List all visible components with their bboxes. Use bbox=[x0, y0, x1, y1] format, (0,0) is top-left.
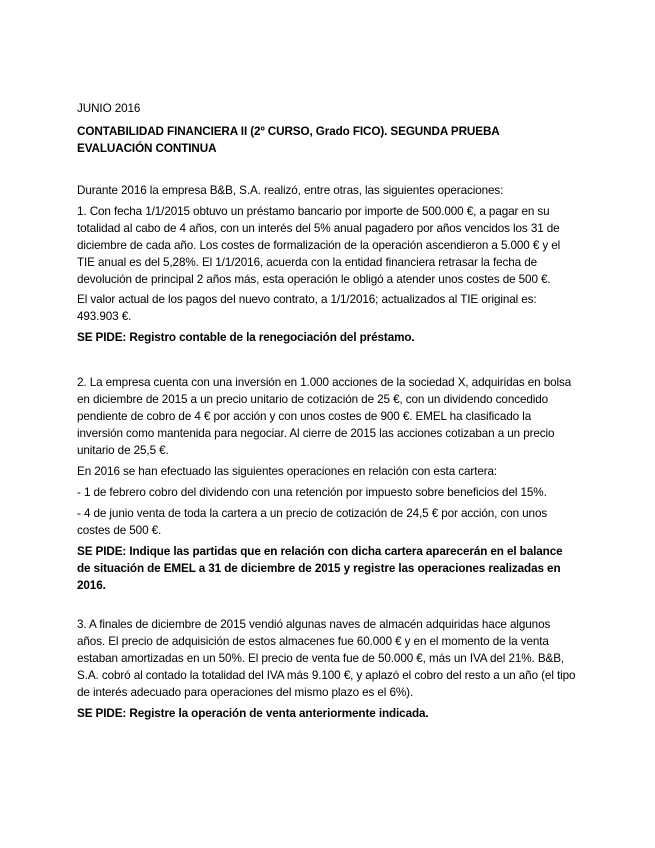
section1-request: SE PIDE: Registro contable de la renegociación del préstamo. bbox=[77, 331, 415, 344]
section3-statement: 3. A finales de diciembre de 2015 vendió algunas naves de almacén adquiridas hace algunos años. El precio de adquisición de estos almacenes fue 60.000 € y en el momento de la venta estaban amortizadas en un 50%. El precio de venta fue de 50.000 €, más un IVA del 21%. B&B, S.A. cobró al contado la totalidad del IVA más 9.100 €, y aplazó el cobro del resto a un año (el tipo de interés adecuado para operaciones del mismo plazo es el 6%). bbox=[77, 618, 576, 699]
document-body bbox=[77, 100, 577, 722]
section2-operations-intro: En 2016 se han efectuado las siguientes operaciones en relación con esta cartera: bbox=[77, 465, 498, 478]
section3-request: SE PIDE: Registre la operación de venta anteriormente indicada. bbox=[77, 707, 429, 720]
section2-statement: 2. La empresa cuenta con una inversión en 1.000 acciones de la sociedad X, adquiridas en bolsa en diciembre de 2015 a un precio unitario de cotización de 25 €, con un dividendo concedido pendiente de cobro de 4 € por acción y con unos costes de 900 €. EMEL ha clasificado la inversión como mantenida para negociar. Al cierre de 2015 las acciones cotizaban a un precio unitario de 25,5 €. bbox=[77, 376, 572, 457]
section1-statement: 1. Con fecha 1/1/2015 obtuvo un préstamo bancario por importe de 500.000 €, a pagar en su totalidad al cabo de 4 años, con un interés del 5% anual pagadero por años vencidos los 31 de diciembre de cada año. Los costes de formalización de la operación ascendieron a 5.000 € y el TIE anual es del 5,28%. El 1/1/2016, acuerda con la entidad financiera retrasar la fecha de devolución de principal 2 años más, esta operación le obligó a atender unos costes de 500 €. bbox=[77, 205, 561, 286]
intro-paragraph: Durante 2016 la empresa B&B, S.A. realizó, entre otras, las siguientes operaciones: bbox=[77, 184, 504, 197]
section2-operation-sale: - 4 de junio venta de toda la cartera a un precio de cotización de 24,5 € por acción, con unos costes de 500 €. bbox=[77, 507, 548, 537]
section2-operation-dividend: - 1 de febrero cobro del dividendo con una retención por impuesto sobre beneficios del 15%. bbox=[77, 486, 547, 499]
section1-present-value: El valor actual de los pagos del nuevo contrato, a 1/1/2016; actualizados al TIE original es: 493.903 €. bbox=[77, 293, 537, 323]
exam-title: CONTABILIDAD FINANCIERA II (2º CURSO, Grado FICO). SEGUNDA PRUEBA EVALUACIÓN CONTINUA bbox=[77, 125, 500, 155]
section2-request: SE PIDE: Indique las partidas que en relación con dicha cartera aparecerán en el balance de situación de EMEL a 31 de diciembre de 2015 y registre las operaciones realizadas en 2016. bbox=[77, 545, 563, 592]
exam-date: JUNIO 2016 bbox=[77, 102, 141, 115]
